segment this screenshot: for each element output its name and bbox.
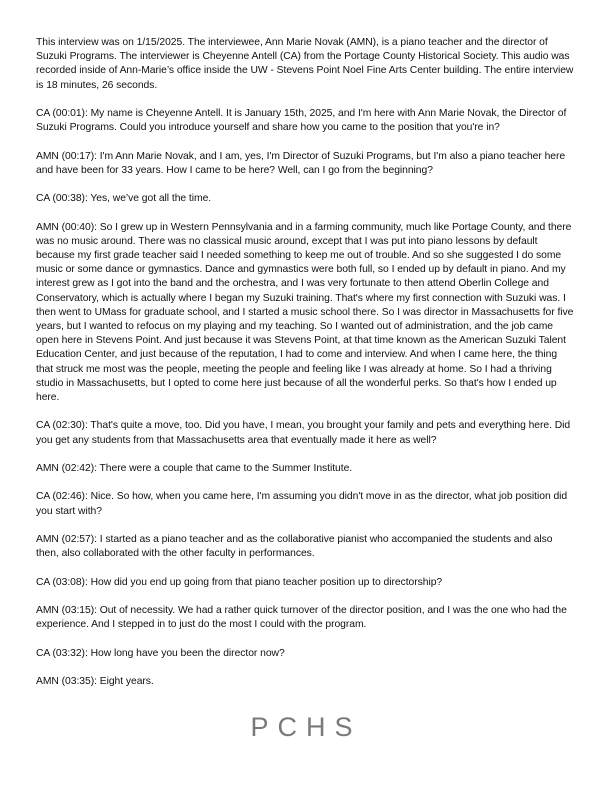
- pchs-watermark: PCHS: [250, 712, 362, 742]
- transcript-page: [36, 36, 576, 703]
- transcript-paragraph: CA (02:46): Nice. So how, when you came here, I'm assuming you didn't move in as the director, what job position did you start with?: [36, 491, 568, 517]
- transcript-paragraph: AMN (03:15): Out of necessity. We had a rather quick turnover of the director position, and I was the one who had the experience. And I stepped in to just do the most I could with the program.: [36, 604, 567, 631]
- transcript-paragraph: AMN (02:42): There were a couple that came to the Summer Institute.: [36, 463, 353, 474]
- transcript-paragraph: AMN (00:40): So I grew up in Western Pennsylvania and in a farming community, much like Portage County, and there was no music around. There was no classical music around, except that I was put into piano lessons by default because my first grade teacher said I needed something to keep me out of trouble. And so she suggested I do some music or some dance or gymnastics. Dance and gymnastics were both full, so I ended up by default in piano. And my interest grew as I got into the band and the orchestra, and I was very fortunate to then attend Oberlin College and Conservatory, which is actually where I began my Suzuki training. That's where my first connection with Suzuki was. I then went to UMass for graduate school, and I started a music school there. So I was director in Massachusetts for five years, but I wanted to refocus on my playing and my teaching. So I wanted out of administration, and the job came open here in Stevens Point. And just because it was Stevens Point, at that time known as the American Suzuki Talent Education Center, and just because of the reputation, I had to come and interview. And when I came here, the thing that struck me most was the people, meeting the people and feeling like I was already at home. So I had a thriving studio in Massachusetts, but I opted to come here just because of all the wonderful perks. So that's how I ended up here.: [36, 221, 574, 404]
- transcript-paragraph: CA (03:32): How long have you been the director now?: [36, 647, 285, 659]
- transcript-paragraph: CA (02:30): That's quite a move, too. Did you have, I mean, you brought your family and pets and everything here. Did you get any students from that Massachusetts area that eventually made it here as well?: [36, 420, 571, 446]
- transcript-paragraph: AMN (02:57): I started as a piano teacher and as the collaborative pianist who accompanied the students and also then, also collaborated with the other faculty in performances.: [36, 533, 553, 560]
- transcript-paragraph: AMN (00:17): I'm Ann Marie Novak, and I am, yes, I'm Director of Suzuki Programs, but I'm also a piano teacher here and have been for 33 years. How I came to be here? Well, can I go from the beginning?: [36, 150, 566, 176]
- transcript-paragraph: CA (00:01): My name is Cheyenne Antell. It is January 15th, 2025, and I'm here with Ann Marie Novak, the Director of Suzuki Programs. Could you introduce yourself and share how you came to the position that you're in?: [36, 108, 567, 134]
- transcript-paragraph: CA (00:38): Yes, we’ve got all the time.: [36, 193, 212, 205]
- transcript-paragraph: AMN (03:35): Eight years.: [36, 675, 154, 687]
- transcript-paragraph: CA (03:08): How did you end up going from that piano teacher position up to directorship?: [36, 576, 443, 588]
- intro-paragraph: This interview was on 1/15/2025. The interviewee, Ann Marie Novak (AMN), is a piano teacher and the director of Suzuki Programs. The interviewer is Cheyenne Antell (CA) from the Portage County Historical Society. This audio was recorded inside of Ann-Marie’s office inside the UW - Stevens Point Noel Fine Arts Center building. The entire interview is 18 minutes, 26 seconds.: [36, 37, 574, 91]
